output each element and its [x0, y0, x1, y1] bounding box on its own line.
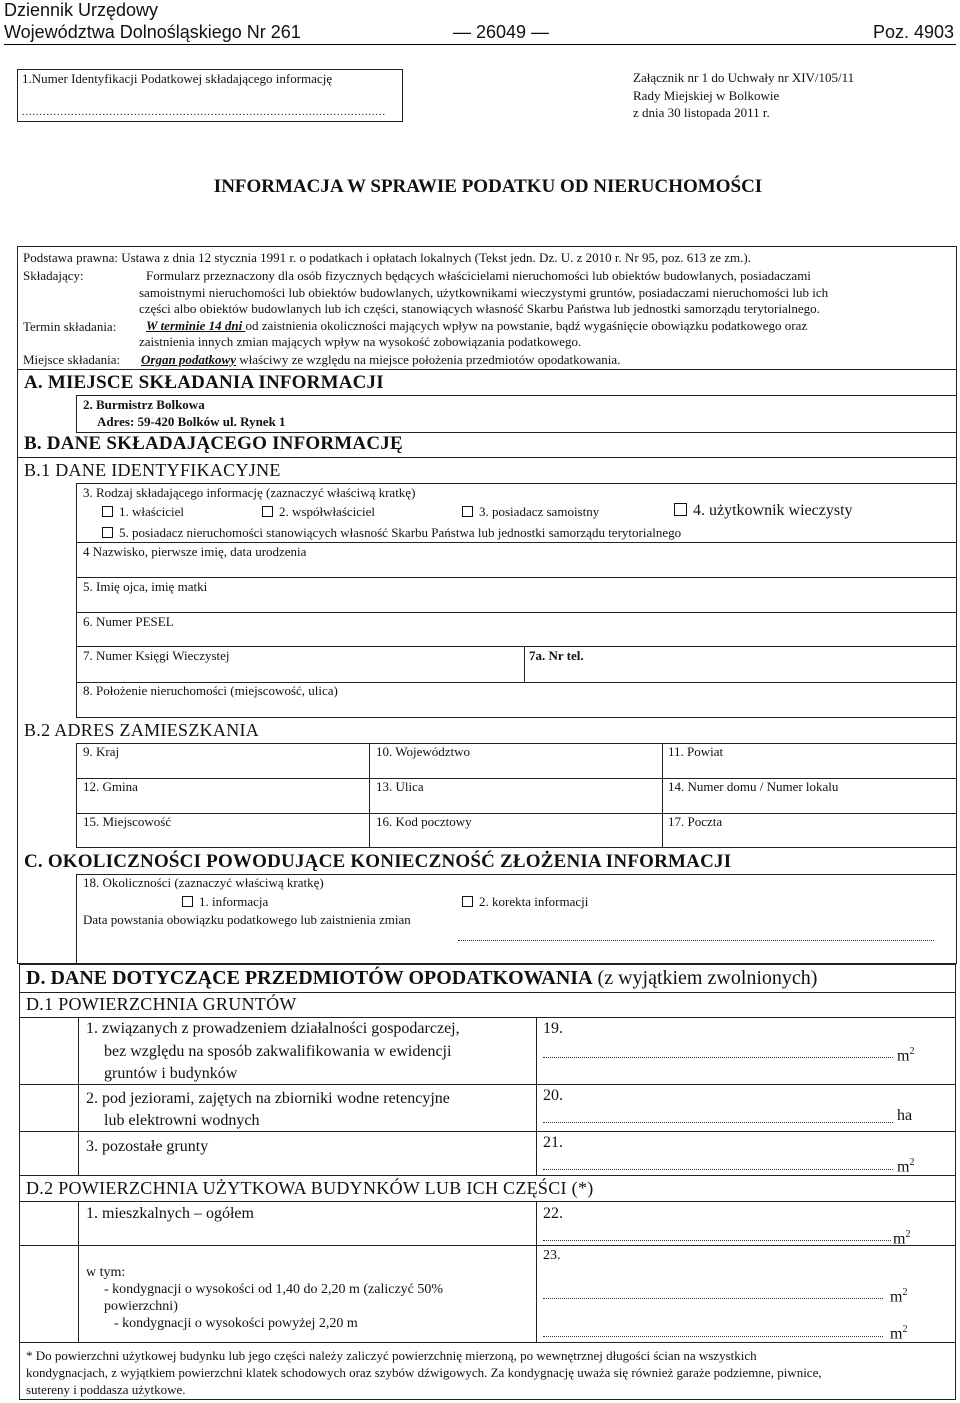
- journal-voivodeship: Województwa Dolnośląskiego Nr 261: [4, 22, 301, 42]
- field-4-label: 4 Nazwisko, pierwsze imię, data urodzenia: [83, 544, 307, 559]
- field-12-label: 12. Gmina: [83, 779, 138, 794]
- place-label: Miejsce składania:: [23, 352, 121, 367]
- page-number: — 26049 —: [453, 22, 550, 42]
- checkbox-icon[interactable]: [262, 506, 273, 517]
- field-7a-label: 7a. Nr tel.: [529, 648, 584, 663]
- field-16-label: 16. Kod pocztowy: [376, 814, 472, 829]
- d2-row2-number: 23.: [543, 1248, 561, 1263]
- footnote-line-1: * Do powierzchni użytkowej budynku lub jego części należy zaliczyć powierzchnię mierzoną, po wewnętrznej długości ścian na wszystkich: [26, 1348, 757, 1363]
- deadline-label: Termin składania:: [23, 319, 117, 334]
- deadline-value: W terminie 14 dni: [146, 318, 246, 333]
- filer-text-3: części albo obiektów budowlanych lub ich części, stanowiących własność Skarbu Państwa lub jednostki samorządu terytorialnego.: [139, 301, 820, 316]
- f3-option-4[interactable]: 4. użytkownik wieczysty: [674, 501, 853, 520]
- f3-option-1[interactable]: 1. właściciel: [102, 504, 184, 520]
- d1-row1-unit: m: [897, 1047, 910, 1065]
- d1-row2-number: 20.: [543, 1087, 563, 1104]
- place-rest: właściwy ze względu na miejsce położenia przedmiotów opodatkowania.: [235, 352, 621, 367]
- legal-basis: Podstawa prawna: Ustawa z dnia 12 stycznia 1991 r. o podatkach i opłatach lokalnych (Tekst jedn. Dz. U. z 2010 r. Nr 95, poz. 613 ze zm.).: [23, 250, 751, 265]
- field-2-address: Adres: 59-420 Bolków ul. Rynek 1: [97, 414, 286, 429]
- d1-row3-unit: m: [897, 1158, 910, 1176]
- d1-row1-line2: bez względu na sposób zakwalifikowania w ewidencji: [104, 1043, 452, 1060]
- d1-row2-line1: 2. pod jeziorami, zajętych na zbiorniki wodne retencyjne: [86, 1090, 450, 1107]
- d2-sub1-line1: - kondygnacji o wysokości od 1,40 do 2,20 m (zaliczyć 50%: [104, 1282, 444, 1297]
- form-title: INFORMACJA W SPRAWIE PODATKU OD NIERUCHOMOŚCI: [213, 176, 763, 197]
- d2-sub1-line2: powierzchni): [104, 1299, 178, 1314]
- d2-row1-label: 1. mieszkalnych – ogółem: [86, 1205, 254, 1222]
- section-a-title: A. MIEJSCE SKŁADANIA INFORMACJI: [24, 372, 384, 393]
- f3-option-5[interactable]: 5. posiadacz nieruchomości stanowiących własność Skarbu Państwa lub jednostki samorządu terytorialnego: [102, 525, 681, 541]
- place-value: Organ podatkowy: [141, 352, 236, 367]
- footnote-line-3: sutereny i poddasza użytkowe.: [26, 1382, 186, 1397]
- f18-option-2[interactable]: 2. korekta informacji: [462, 894, 588, 910]
- deadline-rest-2: zaistnienia innych zmian mających wpływ na wysokość zobowiązania podatkowego.: [139, 334, 582, 349]
- field-7-label: 7. Numer Księgi Wieczystej: [83, 648, 230, 663]
- field-13-label: 13. Ulica: [376, 779, 424, 794]
- annex-line-2: Rady Miejskiej w Bolkowie: [633, 88, 780, 103]
- checkbox-icon[interactable]: [102, 527, 113, 538]
- date-dotted-line[interactable]: [458, 940, 934, 941]
- d1-row3-number: 21.: [543, 1134, 563, 1151]
- d2-sub2-label: - kondygnacji o wysokości powyżej 2,20 m: [114, 1316, 358, 1331]
- deadline-rest: od zaistnienia okoliczności mających wpływ na powstanie, bądź wygaśnięcie obowiązku podatkowego oraz: [245, 318, 808, 333]
- d2-title: D.2 POWIERZCHNIA UŻYTKOWA BUDYNKÓW LUB ICH CZĘŚCI (*): [26, 1178, 594, 1198]
- d2-sub2-input[interactable]: [543, 1336, 883, 1337]
- field-2-box: [76, 395, 957, 433]
- field-2-office: 2. Burmistrz Bolkowa: [83, 397, 205, 412]
- nip-box: [17, 69, 403, 122]
- d2-row1-number: 22.: [543, 1205, 563, 1222]
- field-14-label: 14. Numer domu / Numer lokalu: [668, 779, 839, 794]
- b2-fields-box: [76, 743, 957, 848]
- field-5-label: 5. Imię ojca, imię matki: [83, 579, 208, 594]
- field-6-label: 6. Numer PESEL: [83, 614, 174, 629]
- field-9-label: 9. Kraj: [83, 744, 120, 759]
- nip-label: 1.Numer Identyfikacji Podatkowej składającego informację: [22, 71, 333, 86]
- d2-sub1-input[interactable]: [543, 1298, 883, 1299]
- annex-line-1: Załącznik nr 1 do Uchwały nr XIV/105/11: [633, 70, 855, 85]
- header-rule: [4, 44, 956, 45]
- b2-title: B.2 ADRES ZAMIESZKANIA: [24, 720, 260, 740]
- field-18-label: 18. Okoliczności (zaznaczyć właściwą kratkę): [83, 875, 324, 890]
- annex-line-3: z dnia 30 listopada 2011 r.: [633, 105, 770, 120]
- field-8-label: 8. Położenie nieruchomości (miejscowość, ulica): [83, 683, 338, 698]
- d1-row1-number: 19.: [543, 1020, 563, 1037]
- field-11-label: 11. Powiat: [668, 744, 724, 759]
- position-number: Poz. 4903: [872, 22, 954, 42]
- field-15-label: 15. Miejscowość: [83, 814, 172, 829]
- d1-row1-line1: 1. związanych z prowadzeniem działalności gospodarczej,: [86, 1020, 460, 1037]
- nip-dots: ........................................................................................................: [22, 107, 386, 118]
- d1-row3-label: 3. pozostałe grunty: [86, 1138, 209, 1155]
- section-d-title-rest: (z wyjątkiem zwolnionych): [592, 967, 818, 989]
- date-label: Data powstania obowiązku podatkowego lub zaistnienia zmian: [83, 912, 411, 927]
- d1-row1-line3: gruntów i budynków: [104, 1065, 238, 1082]
- d2-row1-unit: m: [893, 1230, 906, 1248]
- f3-option-2[interactable]: 2. współwłaściciel: [262, 504, 375, 520]
- filer-text-1: Formularz przeznaczony dla osób fizycznych będących właścicielami nieruchomości lub obiektów budowlanych, posiadaczami: [146, 268, 811, 283]
- field-3-label: 3. Rodzaj składającego informację (zaznaczyć właściwą kratkę): [83, 485, 416, 500]
- d2-row1-input[interactable]: [543, 1240, 891, 1241]
- section-d-title: D. DANE DOTYCZĄCE PRZEDMIOTÓW OPODATKOWANIA: [26, 967, 593, 989]
- d1-row3-input[interactable]: [543, 1169, 893, 1170]
- section-c-title: C. OKOLICZNOŚCI POWODUJĄCE KONIECZNOŚĆ ZŁOŻENIA INFORMACJI: [24, 851, 732, 872]
- b1-title: B.1 DANE IDENTYFIKACYJNE: [24, 460, 281, 480]
- journal-title: Dziennik Urzędowy: [4, 0, 159, 20]
- d1-row2-unit: ha: [897, 1107, 913, 1124]
- checkbox-icon[interactable]: [462, 506, 473, 517]
- checkbox-icon[interactable]: [102, 506, 113, 517]
- journal-header: [0, 0, 960, 46]
- field-10-label: 10. Województwo: [376, 744, 471, 759]
- f3-option-3[interactable]: 3. posiadacz samoistny: [462, 504, 599, 520]
- d1-row1-input[interactable]: [543, 1057, 893, 1058]
- checkbox-icon[interactable]: [462, 896, 473, 907]
- section-b-title: B. DANE SKŁADAJĄCEGO INFORMACJĘ: [24, 433, 403, 454]
- d2-sub2-unit: m: [890, 1325, 903, 1343]
- d1-row2-input[interactable]: [543, 1122, 893, 1123]
- d2-sub1-unit: m: [890, 1288, 903, 1306]
- field-17-label: 17. Poczta: [668, 814, 723, 829]
- d1-title: D.1 POWIERZCHNIA GRUNTÓW: [26, 994, 297, 1014]
- d1-row2-line2: lub elektrowni wodnych: [104, 1112, 260, 1129]
- f18-option-1[interactable]: 1. informacja: [182, 894, 268, 910]
- filer-text-2: samoistnymi nieruchomości lub obiektów budowlanych, użytkownikami wieczystymi gruntów, posiadaczami nieruchomości lub ich: [139, 285, 829, 300]
- filer-label: Składający:: [23, 268, 84, 283]
- d2-in-which: w tym:: [86, 1265, 126, 1280]
- checkbox-icon[interactable]: [182, 896, 193, 907]
- footnote-line-2: kondygnacjach, z wyjątkiem powierzchni klatek schodowych oraz szybów dźwigowych. Za kondygnację uważa się również garaże podziemne, piwnice,: [26, 1365, 822, 1380]
- checkbox-icon[interactable]: [674, 503, 687, 516]
